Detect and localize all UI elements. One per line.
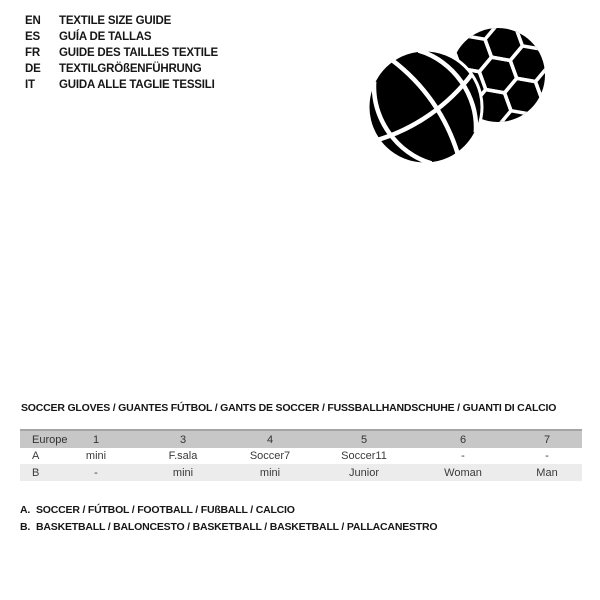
table-cell: Soccer7 [249,450,291,462]
table-cell: F.sala [168,450,198,462]
footnote-a [20,502,437,519]
footnote-text: BASKETBALL / BALONCESTO / BASKETBALL / BASKETBALL / PALLACANESTRO [36,521,438,533]
header-cell: 3 [140,430,226,448]
footnote-prefix: A. [20,504,31,516]
table-row [20,448,582,464]
size-table-header-row [20,430,582,448]
table-row [20,464,582,481]
header-cell: 6 [414,430,512,448]
language-label: GUIDA ALLE TAGLIE TESSILI [59,79,215,91]
table-cell: Man [512,464,582,481]
language-list [25,13,218,93]
table-cell: - [52,464,140,481]
table-cell: mini [140,464,226,481]
row-label: B [20,464,52,481]
language-code: FR [25,47,40,59]
footnote-b [20,519,437,536]
language-label: GUÍA DE TALLAS [59,31,152,43]
language-code: IT [25,79,35,91]
header-cell: 1 [52,430,140,448]
language-code: EN [25,15,41,27]
balls-illustration [358,14,558,174]
language-code: DE [25,63,41,75]
size-table-title: SOCCER GLOVES / GUANTES FÚTBOL / GANTS DE SOCCER / FUSSBALLHANDSCHUHE / GUANTI DI CALCIO [21,402,557,414]
footnote-text: SOCCER / FÚTBOL / FOOTBALL / FUßBALL / CALCIO [36,504,295,516]
language-label: TEXTILE SIZE GUIDE [59,15,172,27]
footnote-prefix: B. [20,521,31,533]
table-cell: mini [226,464,314,481]
header-cell: 5 [314,430,414,448]
footnotes [20,502,437,536]
header-cell: 4 [226,430,314,448]
row-label: A [32,450,40,462]
language-label: GUIDE DES TAILLES TEXTILE [59,47,218,59]
language-code: ES [25,31,40,43]
language-label: TEXTILGRÖßENFÜHRUNG [59,63,202,75]
header-cell: 7 [512,430,582,448]
table-cell: - [545,450,549,462]
table-cell: - [461,450,465,462]
table-cell: Woman [414,464,512,481]
table-cell: Junior [314,464,414,481]
table-cell: mini [85,450,107,462]
table-cell: Soccer11 [341,450,387,462]
size-table [20,429,582,481]
header-cell: Europe [20,430,52,448]
